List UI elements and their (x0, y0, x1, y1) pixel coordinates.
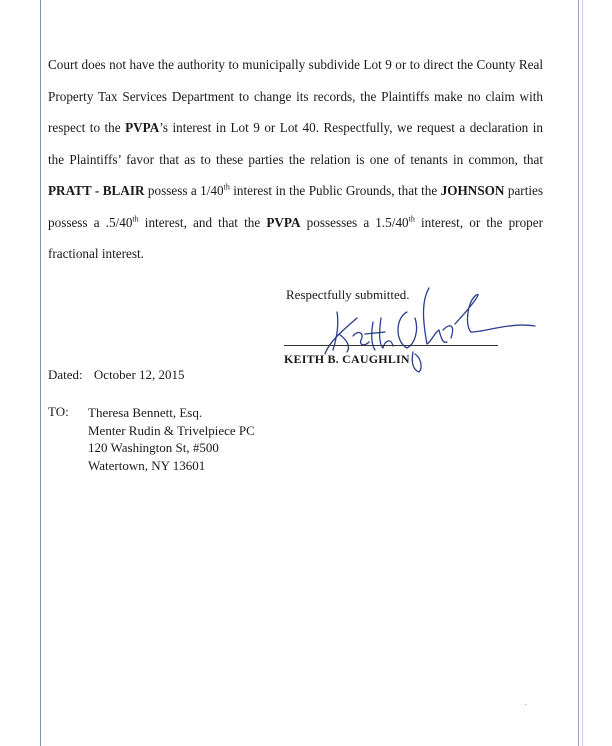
dated-value: October 12, 2015 (93, 367, 185, 382)
recipient-firm: Menter Rudin & Trivelpiece PC (88, 422, 255, 438)
to-label: TO: (48, 404, 69, 419)
dated-label: Dated: (48, 367, 83, 382)
left-margin-rule (40, 0, 41, 746)
party-pvpa: PVPA (266, 214, 301, 230)
party-pvpa: PVPA (125, 120, 160, 135)
body-paragraph: Court does not have the authority to municipally subdivide Lot 9 or to direct the County Real Property Tax Services Department to change its records, the Plaintiffs make no claim with respect to the PVPA’s interest in Lot 9 or Lot 40. Respectfully, we request a declaration in the Plaintiffs’ favor that as to these parties the relation is one of tenants in common, that PRATT - BLAIR possess a 1/40th interest in the Public Grounds, that the JOHNSON parties possess a .5/40th interest, and that the PVPA possesses a 1.5/40th interest, or the proper fractional interest. (48, 57, 544, 261)
right-margin-rule-faint (582, 0, 583, 746)
party-johnson: JOHNSON (440, 183, 505, 198)
signature-line (284, 345, 498, 346)
recipient-name: Theresa Bennett, Esq. (88, 405, 203, 420)
dated-line (48, 367, 185, 383)
right-margin-rule (578, 0, 579, 746)
recipient-address (88, 404, 255, 474)
recipient-city: Watertown, NY 13601 (88, 457, 206, 473)
recipient-street: 120 Washington St, #500 (88, 440, 219, 455)
closing-text: Respectfully submitted. (286, 287, 410, 302)
signer-name: KEITH B. CAUGHLIN (284, 352, 410, 366)
scan-speck: · (524, 700, 528, 711)
party-pratt-blair: PRATT - BLAIR (48, 183, 145, 198)
